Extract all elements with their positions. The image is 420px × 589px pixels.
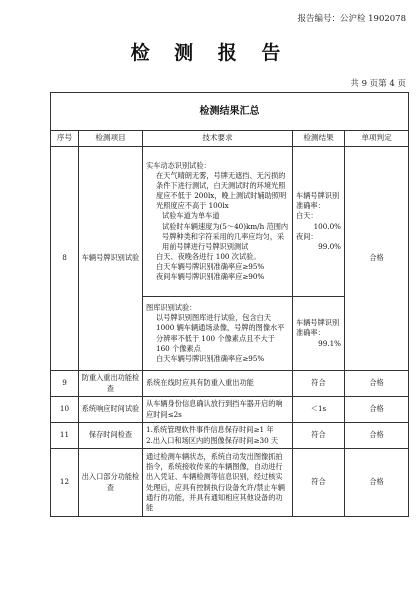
result-value: 99.1% bbox=[318, 338, 341, 348]
requirement-line: 白天、夜晚各进行 100 次试验。 bbox=[156, 251, 261, 261]
test-result: 符合 bbox=[293, 371, 345, 397]
column-header-requirement: 技术要求 bbox=[143, 131, 293, 147]
requirement-line: 白天车辆号牌识别准确率应≥95% bbox=[156, 353, 265, 363]
requirement-text: 系统在线时应具有防重入重出功能 bbox=[143, 371, 293, 397]
table-row bbox=[51, 397, 409, 423]
table-row bbox=[51, 371, 409, 397]
result-day-label: 白天： bbox=[296, 211, 318, 221]
verdict: 合格 bbox=[345, 397, 409, 423]
result-day-value: 100.0% bbox=[313, 221, 341, 231]
results-summary-table bbox=[50, 92, 409, 517]
result-label: 车辆号牌识别准确率： bbox=[296, 318, 340, 338]
requirement-line: 图库识别试验： bbox=[146, 303, 197, 313]
requirement-line: 白天车辆号牌识别准确率应≥95% bbox=[156, 261, 265, 271]
test-result: ＜1s bbox=[293, 397, 345, 423]
requirement-text bbox=[143, 147, 293, 297]
requirement-text: 从车辆身份信息确认放行到挡车器开启的响应时间≤2s bbox=[143, 397, 293, 423]
test-result: 符合 bbox=[293, 449, 345, 517]
result-night-value: 99.0% bbox=[318, 241, 341, 251]
result-label: 车辆号牌识别准确率： bbox=[296, 191, 340, 211]
column-header-no: 序号 bbox=[51, 131, 79, 147]
test-result: 符合 bbox=[293, 423, 345, 449]
verdict: 合格 bbox=[345, 147, 409, 371]
result-night-label: 夜间： bbox=[296, 231, 318, 241]
table-row bbox=[51, 147, 409, 297]
test-item: 车辆号牌识别试验 bbox=[79, 147, 143, 371]
report-number: 报告编号：公沪检 1902078 bbox=[297, 14, 406, 24]
test-item: 系统响应时间试验 bbox=[79, 397, 143, 423]
page-indicator: 共 9 页第 4 页 bbox=[350, 79, 406, 89]
column-header-verdict: 单项判定 bbox=[345, 131, 409, 147]
row-number: 8 bbox=[51, 147, 79, 371]
table-row bbox=[51, 423, 409, 449]
column-header-item: 检测项目 bbox=[79, 131, 143, 147]
verdict: 合格 bbox=[345, 371, 409, 397]
row-number: 10 bbox=[51, 397, 79, 423]
test-item: 出入口部分功能检查 bbox=[79, 449, 143, 517]
requirement-line: 试验时车辆速度为(5～40)km/h 范围内号牌种类和字符采用的几率应均匀，采用前号牌进行号牌识别测试 bbox=[162, 221, 289, 251]
requirement-text: 通过检测车辆状态，系统自动发出图像抓拍指令，系统接收传来的车辆图像，自动进行出入凭证、车辆检测等信息识别，经过核实处理后，应具有控制执行设备允许/禁止车辆通行的功能，并具有通知相应其他设备的功能 bbox=[143, 449, 293, 517]
row-number: 9 bbox=[51, 371, 79, 397]
requirement-line: 在天气晴朗无雾，号牌无遮挡、无污损的条件下进行测试，白天测试时的环境光照度应不低于 200lx，晚上测试时辅助照明光照度应不高于 100lx bbox=[156, 171, 287, 211]
requirement-line: 以号牌识别图库进行试验，包含白天 1000 辆车辆通场录像，号牌的图像水平分辨率不低于 100 个像素点且不大于 160 个像素点 bbox=[156, 313, 285, 353]
column-header-result: 检测结果 bbox=[293, 131, 345, 147]
requirement-line: 1.系统管理软件事件信息保存时间≥1 年 bbox=[146, 425, 274, 435]
test-item: 防重入重出功能检查 bbox=[79, 371, 143, 397]
requirement-line: 2.出入口和场区内的图像保存时间≥30 天 bbox=[146, 435, 279, 445]
test-result bbox=[293, 147, 345, 297]
row-number: 12 bbox=[51, 449, 79, 517]
verdict: 合格 bbox=[345, 449, 409, 517]
table-row bbox=[51, 449, 409, 517]
verdict: 合格 bbox=[345, 423, 409, 449]
requirement-text bbox=[143, 297, 293, 371]
row-number: 11 bbox=[51, 423, 79, 449]
requirement-text bbox=[143, 423, 293, 449]
requirement-line: 实车动态识别试验： bbox=[146, 161, 211, 171]
test-result bbox=[293, 297, 345, 371]
requirement-line: 夜间车辆号牌识别准确率应≥90% bbox=[156, 271, 265, 281]
summary-title: 检测结果汇总 bbox=[51, 93, 409, 131]
test-item: 保存时间检查 bbox=[79, 423, 143, 449]
requirement-line: 试验车道为单车道 bbox=[162, 211, 220, 221]
report-title: 检 测 报 告 bbox=[130, 42, 290, 64]
